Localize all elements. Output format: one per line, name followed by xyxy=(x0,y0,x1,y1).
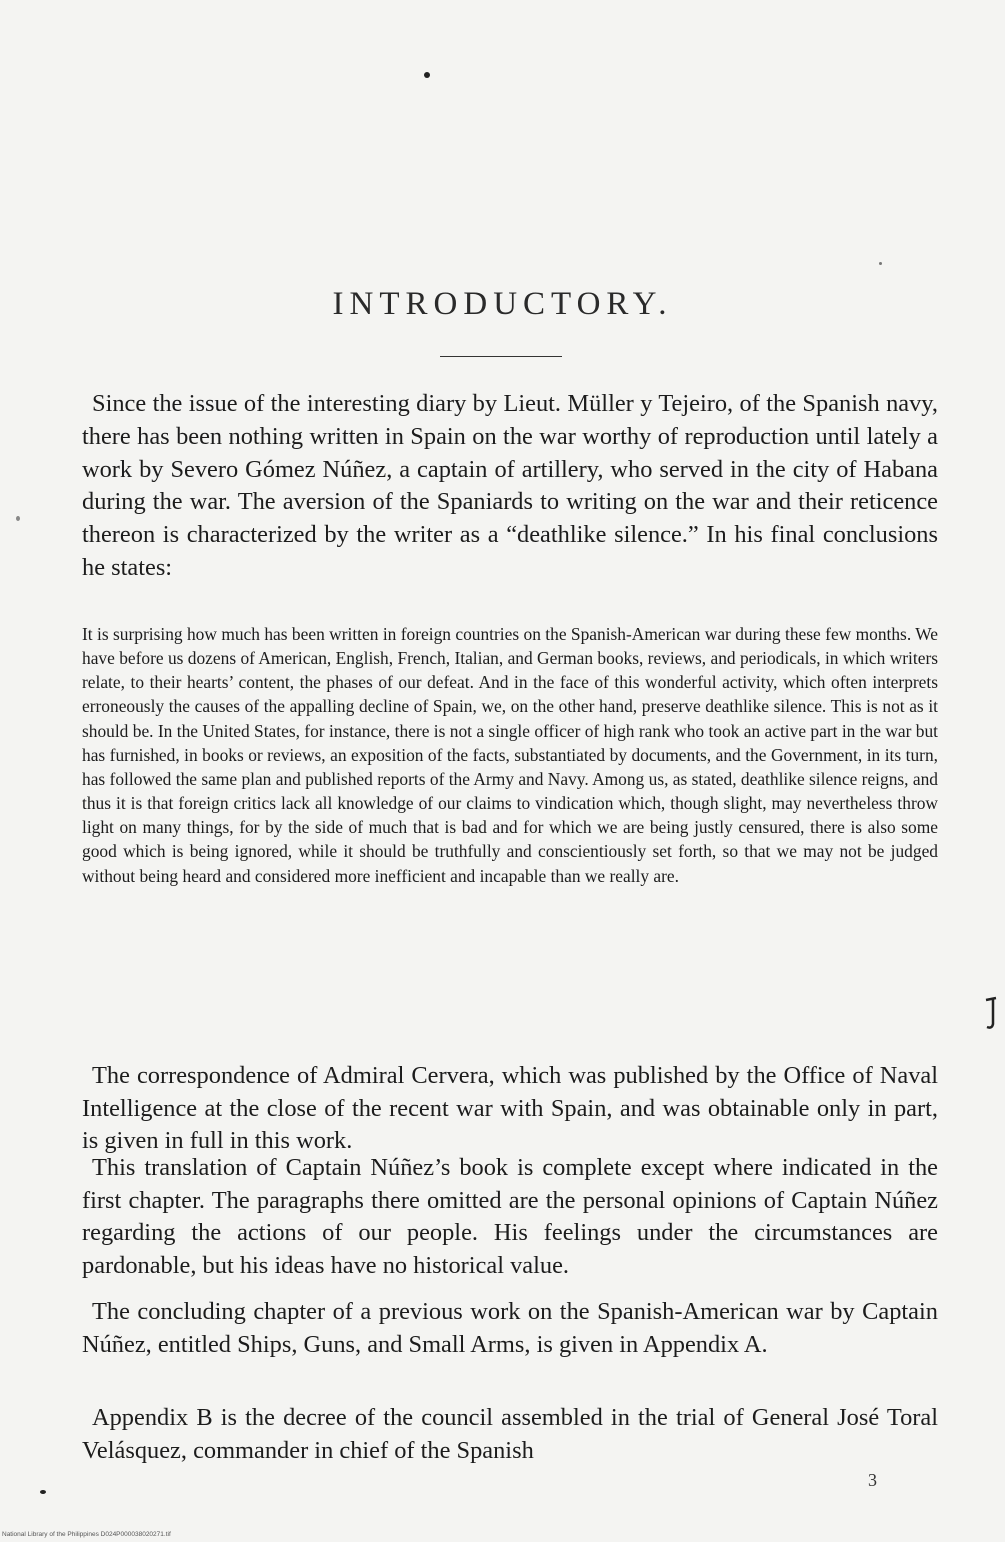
page-title: INTRODUCTORY. xyxy=(332,286,673,322)
margin-mark xyxy=(984,996,998,1030)
ink-speck-right xyxy=(879,262,882,265)
title-rule xyxy=(440,356,562,357)
paragraph-appendix-b: Appendix B is the decree of the council assembled in the trial of General José Toral Velásquez, commander in chief of the Spanish xyxy=(82,1404,938,1464)
paragraph-appendix-a: The concluding chapter of a previous work on the Spanish-American war by Captain Núñez, entitled Ships, Guns, and Small Arms, is given in Appendix A. xyxy=(82,1298,938,1358)
scan-credit: National Library of the Philippines D024P000038020271.tif xyxy=(2,1531,171,1538)
block-quote: It is surprising how much has been written in foreign countries on the Spanish-American war during these few months. We have before us dozens of American, English, French, Italian, and German books, reviews, and periodicals, in which writers relate, to their hearts’ content, the phases of our defeat. And in the face of this wonderful activity, which often interprets erroneously the causes of the appalling decline of Spain, we, on the other hand, preserve deathlike silence. This is not as it should be. In the United States, for instance, there is not a single officer of high rank who took an active part in the war but has furnished, in books or reviews, an exposition of the facts, substantiated by documents, and the Government, in its turn, has followed the same plan and published reports of the Army and Navy. Among us, as stated, deathlike silence reigns, and thus it is that foreign critics lack all knowledge of our claims to vindication which, though slight, may nevertheless throw light on many things, for by the side of much that is bad and for which we are being justly censured, there is also some good which is being ignored, while it should be truthfully and conscientiously set forth, so that we may not be judged without being heard and considered more inefficient and incapable than we really are. xyxy=(82,624,938,886)
ink-speck-bottom-left xyxy=(40,1490,46,1494)
paragraph-translation: This translation of Captain Núñez’s book is complete except where indicated in the first chapter. The paragraphs there omitted are the personal opinions of Captain Núñez regarding the actions of our people. His feelings under the circumstances are pardonable, but his ideas have no historical value. xyxy=(82,1154,938,1279)
ink-speck-left xyxy=(16,516,20,521)
paragraph-correspondence: The correspondence of Admiral Cervera, which was published by the Office of Naval Intelligence at the close of the recent war with Spain, and was obtainable only in part, is given in full in this work. xyxy=(82,1062,938,1154)
page-number: 3 xyxy=(868,1470,877,1490)
ink-speck-top xyxy=(424,72,430,78)
paragraph-intro: Since the issue of the interesting diary by Lieut. Müller y Tejeiro, of the Spanish navy, there has been nothing written in Spain on the war worthy of reproduction until lately a work by Severo Gómez Núñez, a captain of artillery, who served in the city of Habana during the war. The aversion of the Spaniards to writing on the war and their reticence thereon is characterized by the writer as a “deathlike silence.” In his final conclusions he states: xyxy=(82,390,938,581)
